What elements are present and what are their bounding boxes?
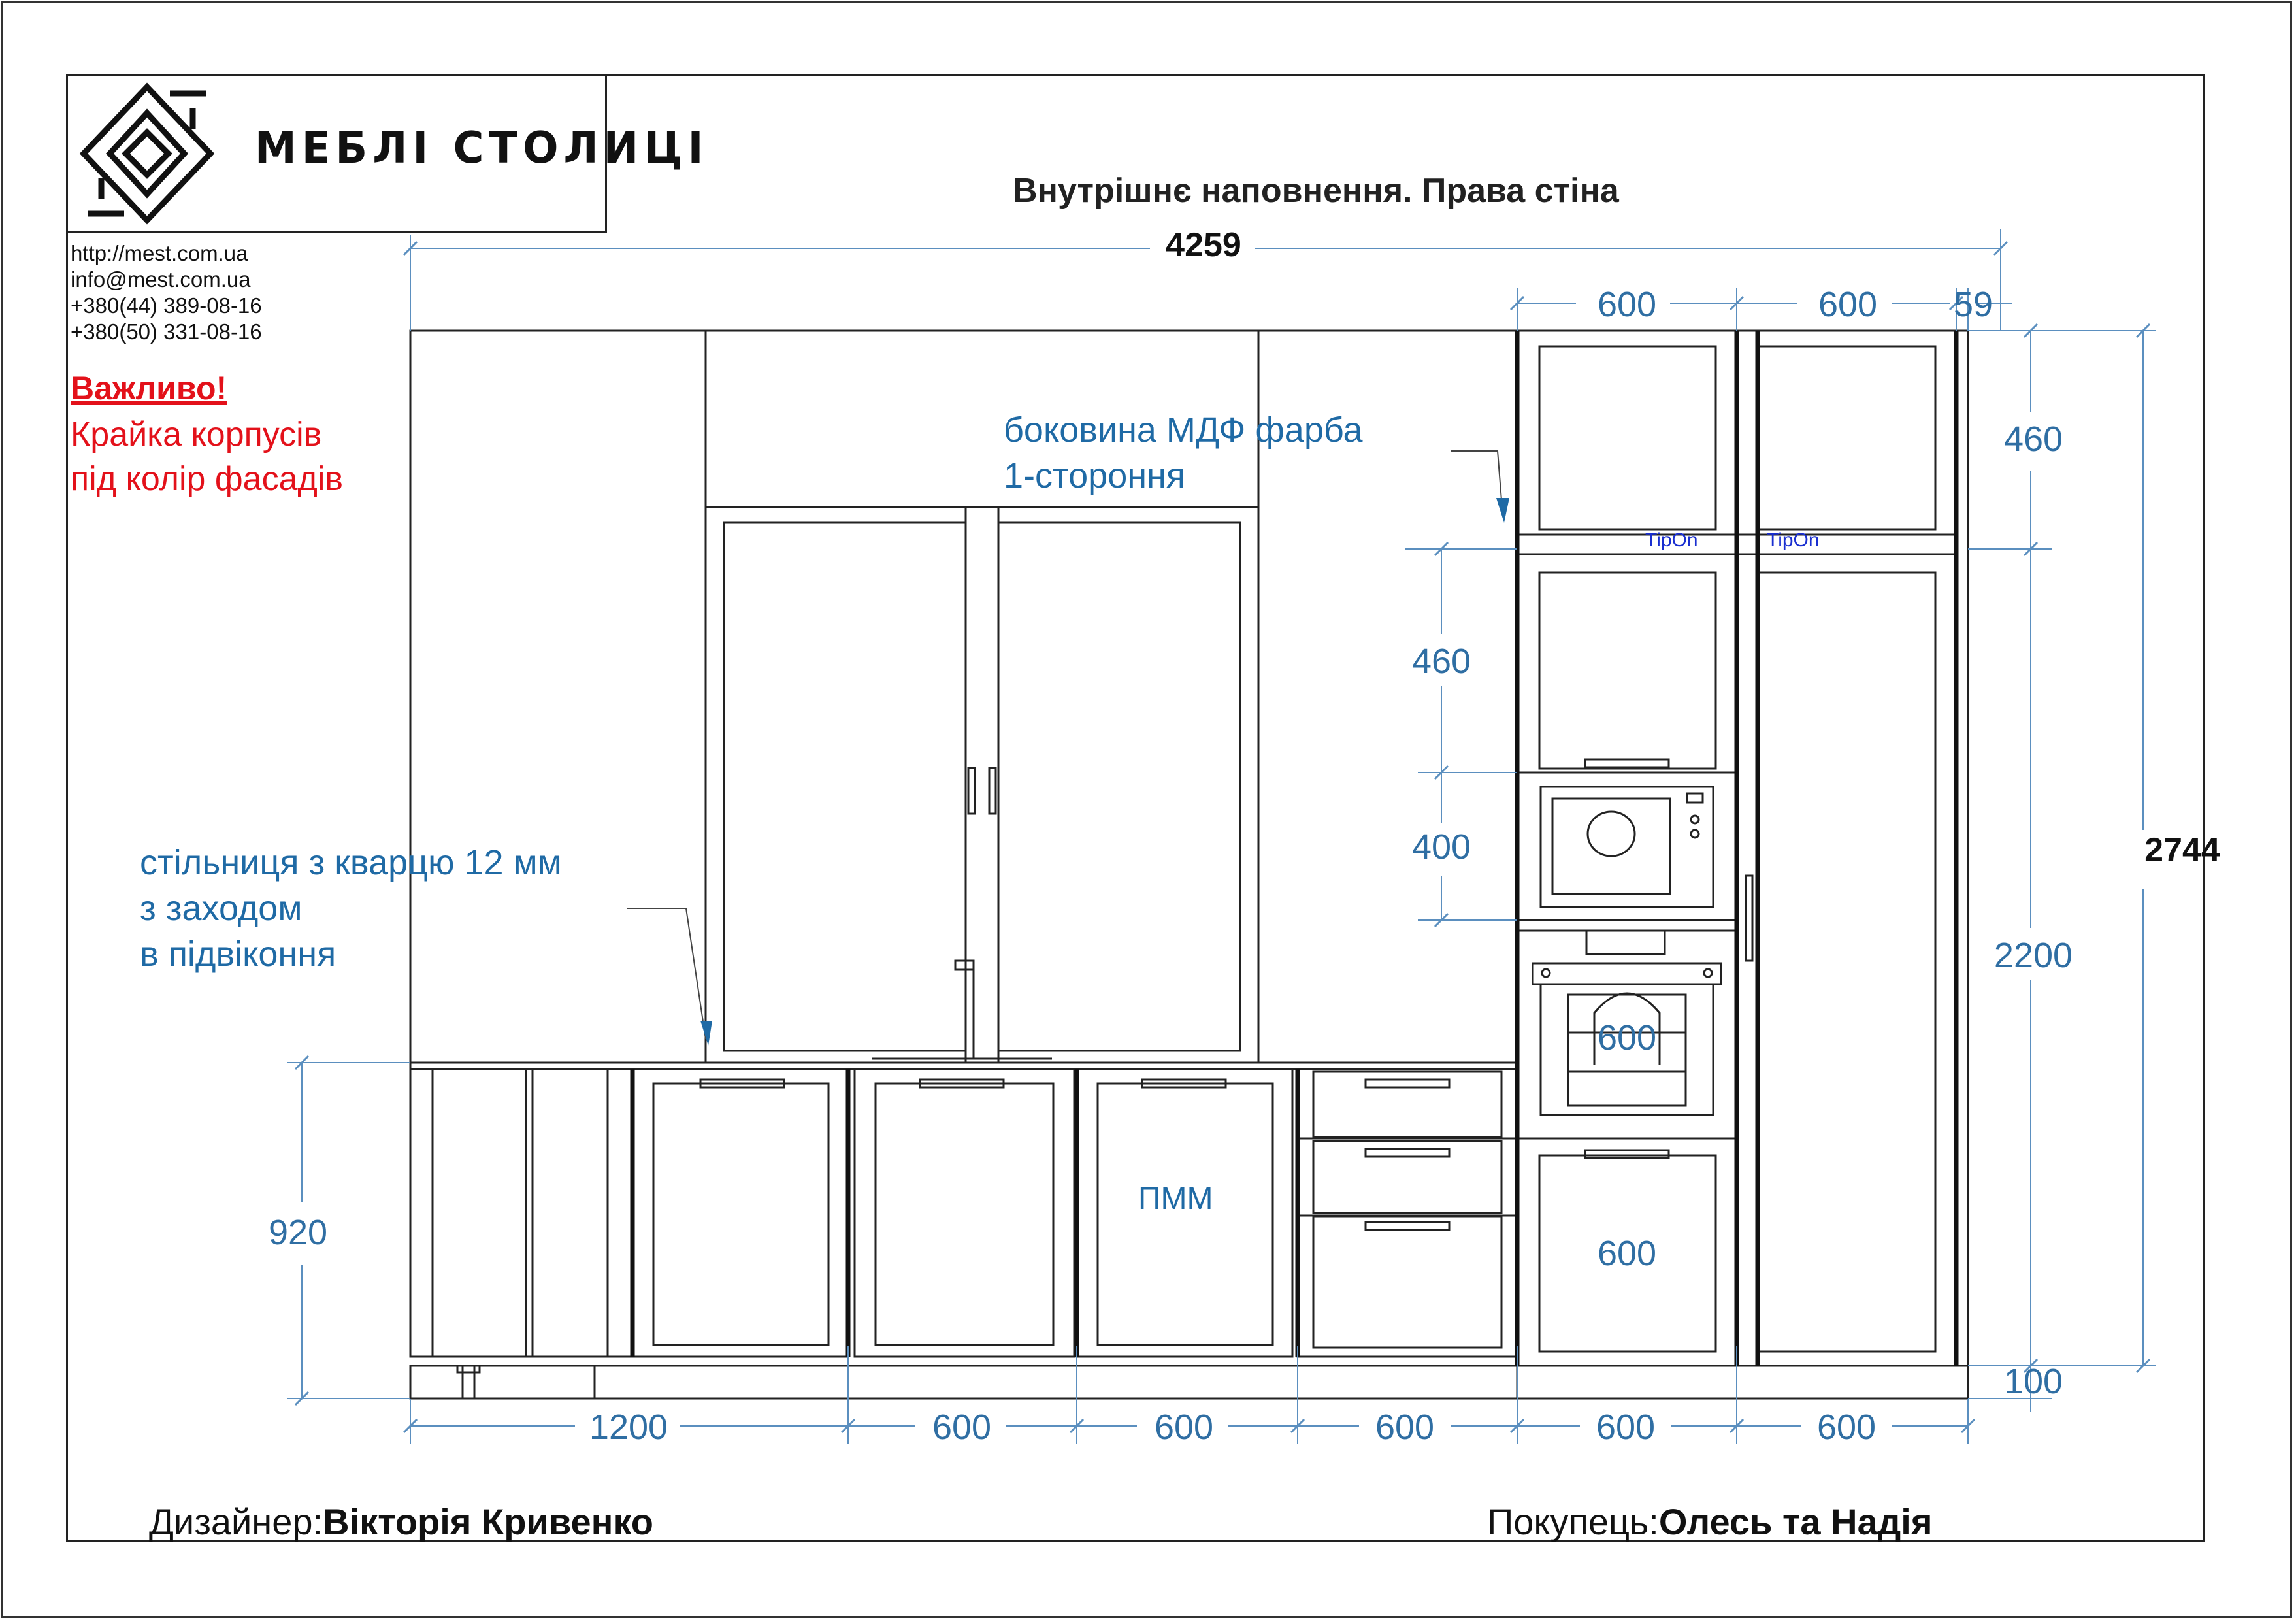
important-note-line-1: Крайка корпусів [71,416,322,454]
important-note-line-2: під колір фасадів [71,460,344,498]
tipon-label-2: TipOn [1767,529,1820,551]
designer-name: Вікторія Кривенко [323,1501,653,1542]
dim-right-100: 100 [2003,1362,2063,1401]
wardrobe-tall-cabinet [1737,331,1956,1366]
dim-lower-600: 600 [1597,1234,1657,1273]
dim-bottom-1200: 1200 [589,1408,668,1447]
upper-door-1 [1539,346,1716,529]
customer-line [1487,1500,1933,1543]
oven-top-panel [1533,963,1721,984]
customer-label: Покупець: [1487,1501,1659,1542]
window-handle-left [968,768,975,814]
dim-top-59: 59 [1953,285,1993,324]
dim-oven-600: 600 [1597,1018,1657,1057]
window-sash-right [998,523,1240,1051]
leg [463,1366,474,1399]
company-name: МЕБЛІ СТОЛИЦІ [255,123,709,174]
window-sash-left [724,523,966,1051]
total-width-label: 4259 [1166,226,1241,264]
email-link[interactable]: info@mest.com.ua [71,267,251,291]
upper-door-2 [1759,346,1935,529]
website-link[interactable]: http://mest.com.ua [71,241,248,265]
side-panel-note-line-1: боковина МДФ фарба [1004,410,1363,450]
lower-open-section [410,1069,632,1357]
side-panel-note-line-2: 1-стороння [1004,456,1186,495]
dim-right-2200: 2200 [1993,936,2073,975]
dim-top-600-a: 600 [1597,285,1657,324]
important-heading: Важливо! [71,370,227,406]
designer-label: Дизайнер: [149,1501,323,1542]
phone-2: +380(50) 331-08-16 [71,320,262,344]
dim-bottom-600-5: 600 [1816,1408,1877,1447]
dim-left-920: 920 [268,1213,328,1252]
dim-left-400: 400 [1411,827,1471,867]
lower-cabinet-1 [632,1069,848,1357]
microwave [1541,787,1713,907]
sheet-title: Внутрішнє наповнення. Права стіна [1013,172,1619,210]
phone-1: +380(44) 389-08-16 [71,293,262,318]
left-wall-panel [410,331,706,1063]
dim-top-600-b: 600 [1818,285,1878,324]
total-height-label: 2744 [2144,831,2220,869]
countertop-note-line-3: в підвіконня [140,935,336,974]
plinth [410,1366,1517,1399]
dim-bottom-600-2: 600 [1154,1408,1214,1447]
dim-bottom-600-1: 600 [932,1408,992,1447]
wardrobe-door [1759,572,1935,1351]
dim-right-460: 460 [2003,420,2063,459]
countertop-note-line-1: стільниця з кварцю 12 мм [140,843,562,882]
wardrobe-handle [1746,876,1752,961]
countertop-note-line-2: з заходом [140,889,303,928]
window-handle-right [989,768,996,814]
dim-bottom-600-4: 600 [1596,1408,1656,1447]
dishwasher-label: ПММ [1138,1182,1213,1216]
window-frame [706,507,1258,1063]
faucet [960,961,974,1059]
dim-left-460: 460 [1411,642,1471,681]
lower-cabinet-2 [855,1069,1074,1357]
customer-name: Олесь та Надія [1658,1501,1933,1542]
appliance-tall-cabinet [1517,331,1737,1366]
designer-line [149,1500,653,1543]
dim-bottom-600-3: 600 [1375,1408,1435,1447]
tipon-label-1: TipOn [1645,529,1698,551]
